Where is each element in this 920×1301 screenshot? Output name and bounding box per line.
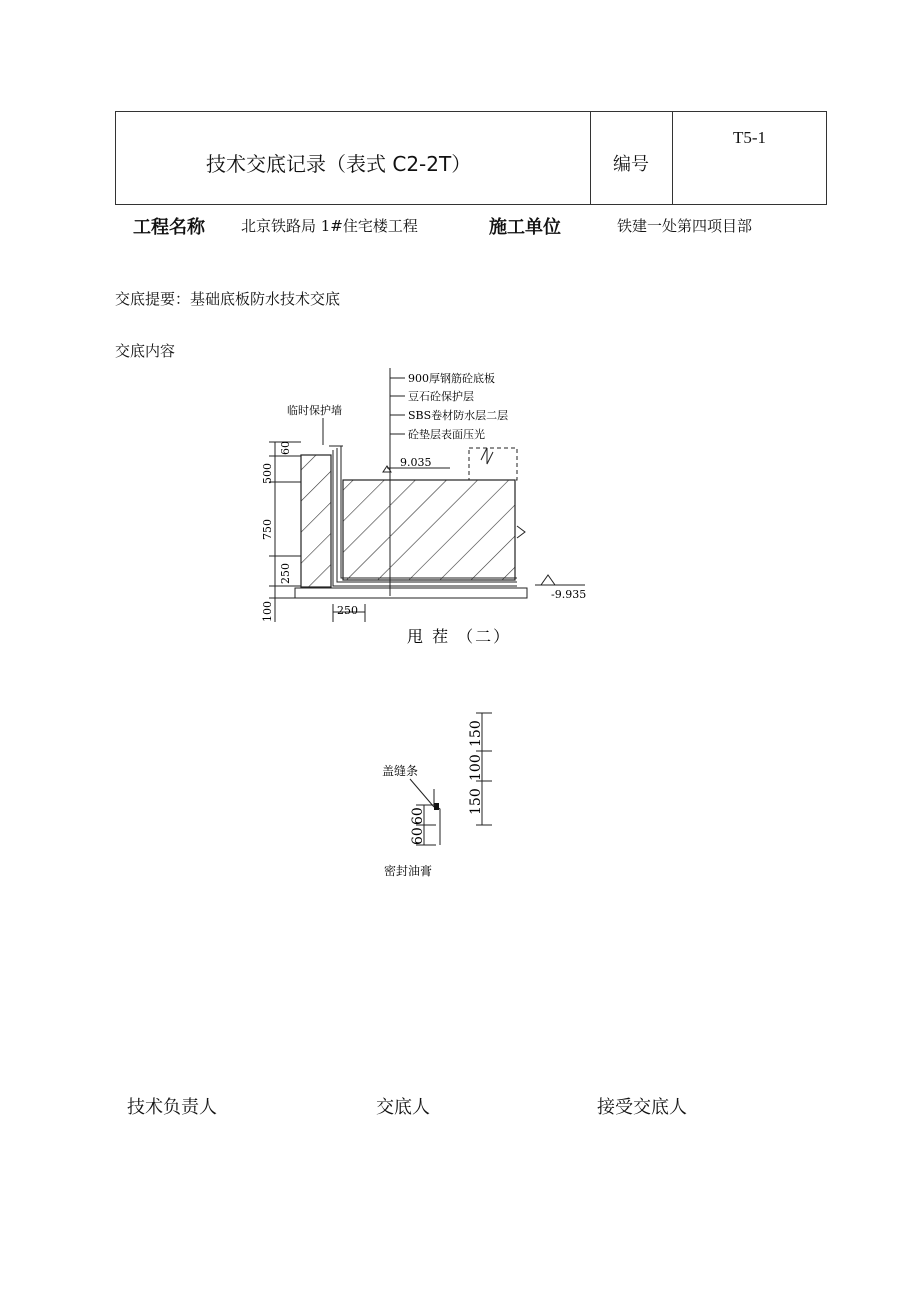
table-divider xyxy=(590,112,591,204)
sealant-label: 密封油膏 xyxy=(384,864,433,878)
dim-text: 60 xyxy=(279,441,292,455)
callout-text: 砼垫层表面压光 xyxy=(408,428,485,441)
project-name-value: 北京铁路局 1#住宅楼工程 xyxy=(241,217,418,235)
dim-text: 60 xyxy=(410,827,426,845)
waterproof-detail-figure xyxy=(255,360,625,650)
construction-unit-label: 施工单位 xyxy=(489,217,561,238)
concrete-slab xyxy=(343,480,515,580)
dim-text: 250 xyxy=(337,604,358,617)
cover-strip xyxy=(434,803,439,810)
header-table xyxy=(115,111,827,205)
dim-text: 60 xyxy=(410,807,426,825)
callout-text: SBS卷材防水层二层 xyxy=(408,409,509,422)
elevation-bottom: -9.935 xyxy=(551,588,587,601)
elevation-top: 9.035 xyxy=(400,456,432,469)
document-title: 技术交底记录（表式 C2-2T） xyxy=(206,152,472,176)
wall-label: 临时保护墙 xyxy=(287,404,342,417)
protective-wall xyxy=(301,455,331,587)
dim-text: 100 xyxy=(261,601,274,622)
concrete-base xyxy=(295,588,527,598)
callout-text: 900厚钢筋砼底板 xyxy=(408,372,495,385)
dim-text: 250 xyxy=(279,563,292,584)
project-name-label: 工程名称 xyxy=(133,217,205,238)
disclosure-summary: 交底提要：基础底板防水技术交底 xyxy=(115,290,341,308)
construction-unit-value: 铁建一处第四项目部 xyxy=(617,217,753,235)
figure-caption: 甩 茬 （二） xyxy=(407,627,512,646)
callout-text: 豆石砼保护层 xyxy=(408,390,474,403)
dim-text: 150 xyxy=(468,788,484,815)
joint-detail-figure xyxy=(370,705,510,890)
dim-text: 100 xyxy=(468,754,484,781)
tech-lead-signature: 技术负责人 xyxy=(127,1097,217,1118)
code-label: 编号 xyxy=(613,154,649,175)
cover-strip-label: 盖缝条 xyxy=(382,764,419,778)
dim-text: 750 xyxy=(261,519,274,540)
dim-text: 150 xyxy=(468,720,484,747)
disclosure-content-label: 交底内容 xyxy=(115,342,176,360)
table-divider xyxy=(672,112,673,204)
discloser-signature: 交底人 xyxy=(376,1097,430,1118)
code-value: T5-1 xyxy=(733,128,767,147)
receiver-signature: 接受交底人 xyxy=(597,1097,687,1118)
dim-text: 500 xyxy=(261,463,274,484)
